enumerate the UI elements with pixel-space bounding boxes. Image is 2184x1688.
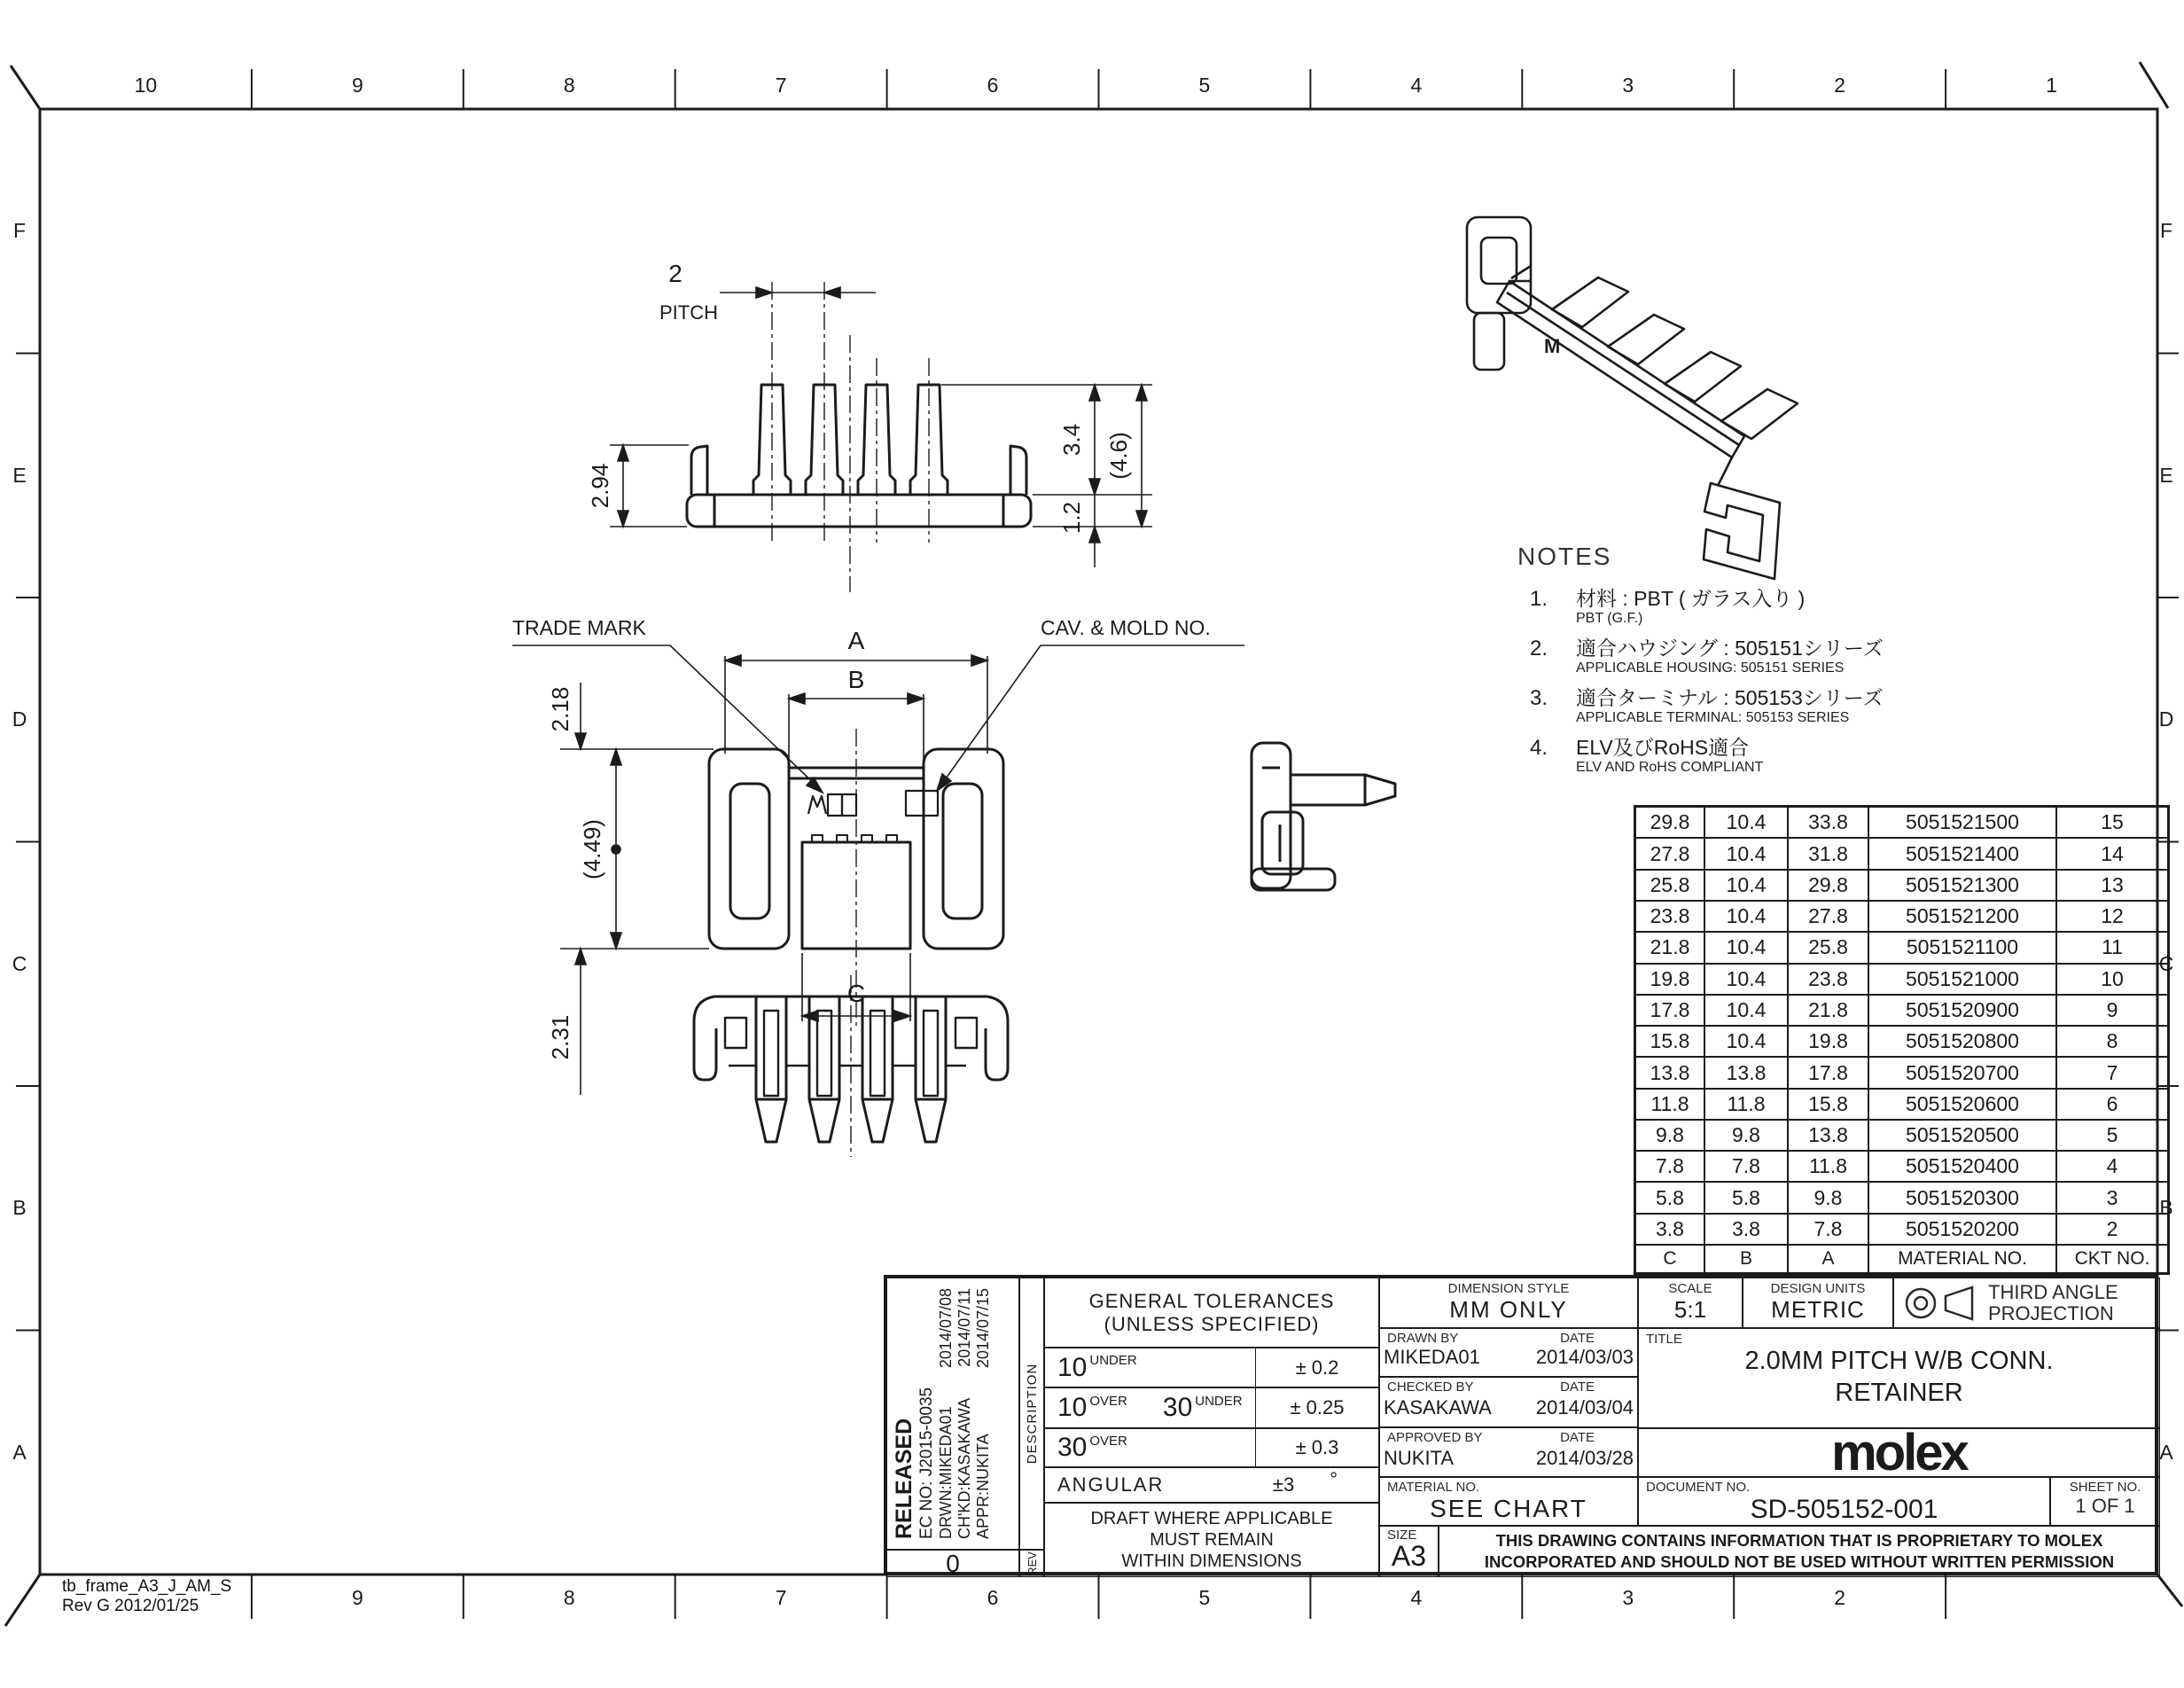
table-cell: 5051520500 [1868, 1120, 2056, 1151]
grid-col-bottom-9: 9 [351, 1585, 363, 1609]
note-text-en: PBT (G.F.) [1576, 611, 1643, 626]
table-cell: 3.8 [1704, 1214, 1788, 1245]
note-item-1 [1517, 587, 2040, 628]
table-header-cell: C [1635, 1245, 1705, 1273]
tolerance-value: ± 0.3 [1255, 1429, 1378, 1466]
table-cell: 6 [2056, 1089, 2169, 1120]
grid-col-bottom-2: 2 [1834, 1585, 1846, 1609]
table-cell: 2 [2056, 1214, 2169, 1245]
drawn-by-value: MIKEDA01 [1384, 1346, 1480, 1368]
grid-row-left-F: F [12, 219, 27, 243]
title-box: TITLE 2.0MM PITCH W/B CONN. RETAINER [1638, 1328, 2160, 1428]
grid-row-right-E: E [2159, 463, 2173, 487]
table-cell: 10.4 [1704, 1026, 1788, 1057]
table-row [1635, 995, 2169, 1026]
revision-ec-no: EC NO: J2015-0035 [917, 1387, 936, 1539]
table-row [1635, 1120, 2169, 1151]
isometric-view [1467, 217, 1798, 579]
tolerance-value: ± 0.2 [1255, 1348, 1378, 1387]
table-cell: 10.4 [1704, 964, 1788, 995]
molex-logo: molex [1831, 1428, 1967, 1477]
plan-dim-b: B [847, 666, 865, 693]
table-cell: 10.4 [1704, 870, 1788, 901]
table-cell: 5051520600 [1868, 1089, 2056, 1120]
table-header-cell: CKT NO. [2056, 1245, 2169, 1273]
table-cell: 15.8 [1788, 1089, 1868, 1120]
plan-dim-449: (4.49) [579, 819, 605, 879]
note-item-3 [1517, 686, 2040, 727]
table-cell: 10.4 [1704, 901, 1788, 932]
table-row [1635, 901, 2169, 932]
table-cell: 5051520200 [1868, 1214, 2056, 1245]
table-cell: 7.8 [1788, 1214, 1868, 1245]
approved-by-value: NUKITA [1384, 1447, 1455, 1469]
table-cell: 19.8 [1788, 1026, 1868, 1057]
table-cell: 17.8 [1635, 995, 1705, 1026]
note-number: 1. [1530, 587, 1548, 611]
front-dim-46: (4.6) [1105, 432, 1132, 480]
tolerance-range: 30 OVER [1057, 1433, 1127, 1462]
table-cell: 13.8 [1635, 1057, 1705, 1088]
table-cell: 5051520800 [1868, 1026, 2056, 1057]
note-text-jp: 適合ハウジング : 505151シリーズ [1576, 637, 1884, 660]
grid-col-top-3: 3 [1622, 73, 1634, 97]
grid-row-left-D: D [12, 707, 27, 731]
approved-by-box: APPROVED BY DATE NUKITA 2014/03/28 [1379, 1427, 1638, 1477]
frame-rev: Rev G 2012/01/25 [62, 1597, 199, 1615]
grid-row-right-A: A [2159, 1440, 2173, 1464]
table-row [1635, 932, 2169, 963]
table-cell: 27.8 [1788, 901, 1868, 932]
table-cell: 14 [2056, 838, 2169, 869]
table-cell: 15.8 [1635, 1026, 1705, 1057]
front-centerlines [772, 282, 929, 592]
note-item-4 [1517, 736, 2040, 777]
table-cell: 23.8 [1635, 901, 1705, 932]
grid-col-top-4: 4 [1410, 73, 1423, 97]
table-row [1635, 838, 2169, 869]
revision-status: RELEASED [892, 1418, 916, 1539]
table-cell: 13 [2056, 870, 2169, 901]
grid-col-top-7: 7 [775, 73, 787, 97]
note-item-2 [1517, 637, 2040, 677]
grid-col-bottom-8: 8 [563, 1585, 575, 1609]
checked-date: 2014/03/04 [1535, 1396, 1634, 1418]
table-cell: 10 [2056, 964, 2169, 995]
table-cell: 9.8 [1635, 1120, 1705, 1151]
plan-dim-a: A [847, 627, 865, 654]
table-cell: 8 [2056, 1026, 2169, 1057]
notes-heading: NOTES [1517, 543, 1612, 570]
angular-tolerance-row: ANGULAR ±3 ° [1044, 1467, 1379, 1503]
table-cell: 27.8 [1635, 838, 1705, 869]
table-cell: 23.8 [1788, 964, 1868, 995]
projection-box: THIRD ANGLE PROJECTION [1893, 1278, 2160, 1328]
table-cell: 10.4 [1704, 932, 1788, 963]
table-header-cell: B [1704, 1245, 1788, 1273]
revision-entry: CH'KD:KASAKAWA 2014/07/11 [956, 1288, 973, 1539]
frame-id: tb_frame_A3_J_AM_S [62, 1577, 232, 1596]
scale-value: 5:1 [1673, 1296, 1707, 1323]
table-cell: 3 [2056, 1182, 2169, 1213]
table-cell: 5051520700 [1868, 1057, 2056, 1088]
table-cell: 5051521300 [1868, 870, 2056, 901]
size-box: SIZE A3 [1379, 1526, 1439, 1577]
table-cell: 5051520300 [1868, 1182, 2056, 1213]
note-text-jp: ELV及びRoHS適合 [1576, 736, 1750, 759]
table-cell: 5.8 [1635, 1182, 1705, 1213]
grid-col-top-9: 9 [351, 73, 363, 97]
front-dim-12: 1.2 [1058, 501, 1085, 535]
front-pitch-label: PITCH [659, 301, 718, 324]
table-cell: 19.8 [1635, 964, 1705, 995]
grid-row-left-B: B [12, 1196, 27, 1220]
description-label: DESCRIPTION [1024, 1363, 1040, 1465]
document-no-value: SD-505152-001 [1750, 1495, 1938, 1524]
sheet-no-box: SHEET NO. 1 OF 1 [2050, 1477, 2160, 1526]
table-cell: 25.8 [1788, 932, 1868, 963]
grid-row-left-A: A [12, 1440, 27, 1464]
drawn-by-box: DRAWN BY DATE MIKEDA01 2014/03/03 [1379, 1328, 1638, 1377]
grid-col-top-8: 8 [563, 73, 575, 97]
revision-entry: APPR:NUKITA 2014/07/15 [974, 1288, 992, 1539]
grid-col-bottom-4: 4 [1410, 1585, 1423, 1609]
plan-dim-c: C [846, 980, 866, 1007]
material-no-value: SEE CHART [1430, 1495, 1587, 1522]
table-cell: 5051521200 [1868, 901, 2056, 932]
table-header-cell: A [1788, 1245, 1868, 1273]
front-pitch-value: 2 [668, 260, 682, 287]
note-text-en: ELV AND RoHS COMPLIANT [1576, 760, 1764, 775]
table-cell: 10.4 [1704, 807, 1788, 839]
grid-row-left-E: E [12, 463, 27, 487]
table-cell: 13.8 [1788, 1120, 1868, 1151]
note-text-jp: 適合ターミナル : 505153シリーズ [1576, 686, 1884, 709]
table-cell: 21.8 [1788, 995, 1868, 1026]
draft-note: DRAFT WHERE APPLICABLE MUST REMAIN WITHIN DIMENSIONS [1044, 1503, 1379, 1577]
plan-cav-mold-label: CAV. & MOLD NO. [1041, 616, 1211, 639]
table-cell: 7 [2056, 1057, 2169, 1088]
scale-box: SCALE 5:1 [1638, 1278, 1743, 1328]
table-cell: 5051521000 [1868, 964, 2056, 995]
tolerance-row-2 [1044, 1387, 1379, 1428]
material-no-box: MATERIAL NO. SEE CHART [1379, 1477, 1638, 1526]
table-cell: 11.8 [1704, 1089, 1788, 1120]
tolerance-heading: GENERAL TOLERANCES (UNLESS SPECIFIED) [1044, 1278, 1379, 1348]
table-row [1635, 1057, 2169, 1088]
table-header-cell: MATERIAL NO. [1868, 1245, 2056, 1273]
table-cell: 31.8 [1788, 838, 1868, 869]
table-cell: 10.4 [1704, 838, 1788, 869]
plan-dim-218: 2.18 [547, 686, 573, 732]
plan-dimensions [512, 645, 1244, 1095]
frame-id-block [62, 1577, 231, 1616]
table-cell: 11.8 [1635, 1089, 1705, 1120]
iso-mold-mark: M [1544, 335, 1561, 357]
note-number: 2. [1530, 637, 1548, 660]
table-cell: 17.8 [1788, 1057, 1868, 1088]
size-value: A3 [1391, 1540, 1427, 1572]
table-cell: 9.8 [1704, 1120, 1788, 1151]
table-cell: 25.8 [1635, 870, 1705, 901]
table-cell: 5051521400 [1868, 838, 2056, 869]
table-cell: 5051521100 [1868, 932, 2056, 963]
grid-col-top-10: 10 [134, 73, 158, 97]
table-row [1635, 1214, 2169, 1245]
notes-block [1517, 543, 2040, 785]
table-cell: 15 [2056, 807, 2169, 839]
checked-by-value: KASAKAWA [1384, 1396, 1492, 1418]
grid-col-bottom-3: 3 [1622, 1585, 1634, 1609]
table-cell: 21.8 [1635, 932, 1705, 963]
rev-label: REV [1025, 1551, 1039, 1575]
table-cell: 5051520900 [1868, 995, 2056, 1026]
table-cell: 9.8 [1788, 1182, 1868, 1213]
title-block [884, 1275, 2157, 1575]
table-cell: 33.8 [1788, 807, 1868, 839]
tolerance-range: 10 OVER 30 UNDER [1057, 1393, 1243, 1422]
note-text-en: APPLICABLE TERMINAL: 505153 SERIES [1576, 710, 1850, 725]
tolerance-value: ± 0.25 [1255, 1388, 1378, 1427]
table-row [1635, 964, 2169, 995]
design-units-value: METRIC [1771, 1296, 1865, 1323]
proprietary-note: THIS DRAWING CONTAINS INFORMATION THAT IS PROPRIETARY TO MOLEX INCORPORATED AND SHOULD NOT BE USED WITHOUT WRITTEN PERMISSION [1439, 1526, 2160, 1577]
note-number: 3. [1530, 686, 1548, 710]
tolerance-range: 10 UNDER [1057, 1352, 1137, 1382]
table-cell: 5 [2056, 1120, 2169, 1151]
table-header-row [1635, 1245, 2169, 1273]
table-row [1635, 1151, 2169, 1182]
grid-row-right-C: C [2158, 951, 2174, 975]
dimension-style-box: DIMENSION STYLE MM ONLY [1379, 1278, 1638, 1328]
table-row [1635, 807, 2169, 839]
approved-date: 2014/03/28 [1535, 1447, 1634, 1469]
sheet-no-value: 1 OF 1 [2075, 1495, 2135, 1517]
notes-list [1517, 587, 2040, 777]
side-view [1252, 743, 1395, 890]
tolerance-row-3 [1044, 1428, 1379, 1467]
table-row [1635, 1026, 2169, 1057]
front-dim-34: 3.4 [1058, 423, 1085, 457]
revision-entry: DRWN:MIKEDA01 2014/07/08 [937, 1288, 955, 1539]
table-cell: 11.8 [1788, 1151, 1868, 1182]
checked-by-box: CHECKED BY DATE KASAKAWA 2014/03/04 [1379, 1377, 1638, 1427]
table-cell: 4 [2056, 1151, 2169, 1182]
note-text-en: APPLICABLE HOUSING: 505151 SERIES [1576, 660, 1845, 676]
tolerance-row-1 [1044, 1348, 1379, 1387]
grid-row-left-C: C [12, 951, 27, 975]
front-view [687, 385, 1031, 527]
revision-number: 0 [886, 1550, 1019, 1577]
table-cell: 3.8 [1635, 1214, 1705, 1245]
plan-trade-mark-label: TRADE MARK [512, 616, 646, 639]
revision-rotated-text [890, 1279, 1018, 1548]
table-cell: 29.8 [1788, 870, 1868, 901]
table-cell: 13.8 [1704, 1057, 1788, 1088]
grid-row-right-B: B [2159, 1196, 2173, 1220]
brand-box [1638, 1428, 2160, 1477]
size-table [1634, 805, 2170, 1275]
table-cell: 7.8 [1635, 1151, 1705, 1182]
grid-col-bottom-6: 6 [987, 1585, 999, 1609]
grid-row-right-F: F [2159, 219, 2173, 243]
plan-dim-231: 2.31 [547, 1014, 573, 1060]
front-dim-294: 2.94 [587, 463, 613, 509]
table-cell: 5051520400 [1868, 1151, 2056, 1182]
table-cell: 9 [2056, 995, 2169, 1026]
grid-col-bottom-7: 7 [775, 1585, 787, 1609]
table-cell: 10.4 [1704, 995, 1788, 1026]
drawn-date: 2014/03/03 [1535, 1346, 1634, 1368]
table-cell: 7.8 [1704, 1151, 1788, 1182]
table-cell: 5051521500 [1868, 807, 2056, 839]
grid-col-top-6: 6 [987, 73, 999, 97]
third-angle-projection-icon [1903, 1284, 1979, 1323]
table-cell: 29.8 [1635, 807, 1705, 839]
grid-col-top-1: 1 [2046, 73, 2057, 97]
table-cell: 5.8 [1704, 1182, 1788, 1213]
table-row [1635, 870, 2169, 901]
grid-col-bottom-5: 5 [1198, 1585, 1211, 1609]
table-cell: 12 [2056, 901, 2169, 932]
note-number: 4. [1530, 736, 1548, 760]
design-units-box: DESIGN UNITS METRIC [1743, 1278, 1893, 1328]
document-no-box: DOCUMENT NO. SD-505152-001 [1638, 1477, 2050, 1526]
table-row [1635, 1089, 2169, 1120]
drawing-title-line1: 2.0MM PITCH W/B CONN. [1744, 1347, 2054, 1375]
table-row [1635, 1182, 2169, 1213]
grid-row-right-D: D [2158, 707, 2174, 731]
grid-col-top-2: 2 [1834, 73, 1846, 97]
table-cell: 11 [2056, 932, 2169, 963]
grid-col-top-5: 5 [1198, 73, 1211, 97]
drawing-title-line2: RETAINER [1835, 1379, 1963, 1407]
note-text-jp: 材料 : PBT ( ガラス入り ) [1576, 587, 1806, 610]
